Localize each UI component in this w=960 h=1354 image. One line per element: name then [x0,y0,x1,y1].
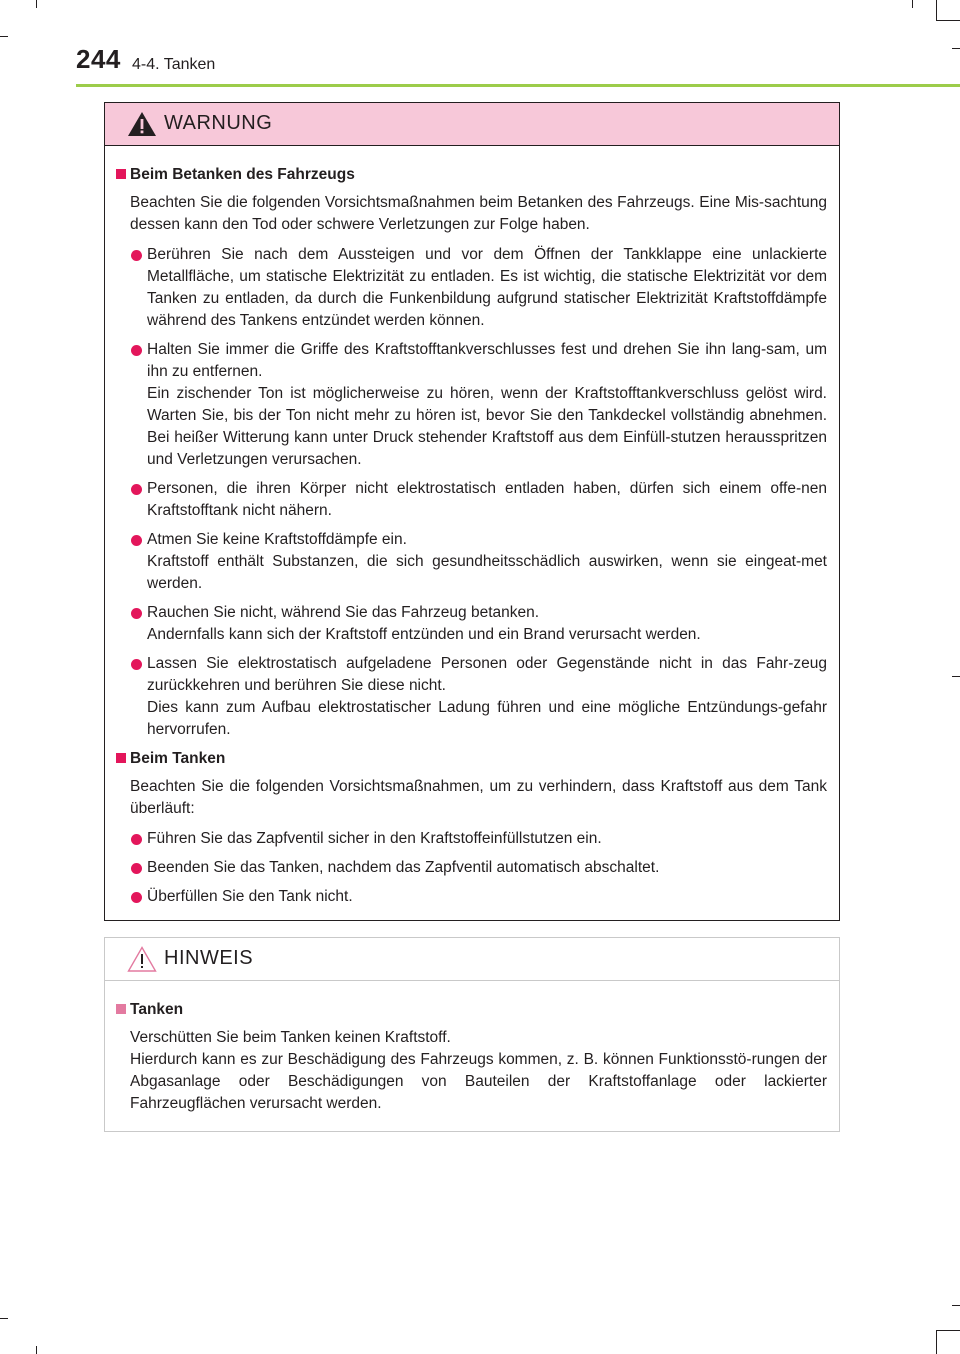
notice-box [104,937,840,1132]
bullet-icon [131,892,142,903]
crop-mark [0,1318,8,1319]
bullet-note: Ein zischender Ton ist möglicherweise zu hören, wenn der Kraftstofftankverschluss gelöst wird. Warten Sie, bis der Ton nicht mehr zu hören ist, bevor Sie den Tankdeckel vollständig abnehmen. Bei heißer Witterung kann unter Druck stehender Kraftstoff aus dem Einfüll-stutzen herausspritzen und Verletzungen verursachen. [147,385,832,468]
list-item [117,244,832,332]
bullet-icon [131,484,142,495]
warning-box [104,102,840,921]
page-number: 244 [76,44,121,74]
crop-mark [936,0,937,20]
list-item [117,478,832,522]
list-item [117,653,832,741]
section-heading: Tanken [117,999,827,1020]
warning-content [105,146,839,908]
crop-mark [912,0,913,8]
warning-triangle-icon [127,111,157,137]
bullet-text: Lassen Sie elektrostatisch aufgeladene Personen oder Gegenstände nicht in das Fahr-zeug zurückkehren und berühren Sie diese nicht. [147,655,832,694]
list-item [117,529,832,595]
notice-line: Verschütten Sie beim Tanken keinen Kraftstoff. [130,1029,451,1046]
bullet-text: Rauchen Sie nicht, während Sie das Fahrzeug betanken. [147,604,540,621]
section-heading: Beim Tanken [117,748,827,769]
crop-mark [952,1305,960,1306]
bullet-icon [131,608,142,619]
bullet-text: Überfüllen Sie den Tank nicht. [147,888,353,905]
crop-mark [36,0,37,8]
list-item [117,886,827,908]
bullet-note: Dies kann zum Aufbau elektrostatischer Ladung führen und eine mögliche Entzündungs-gefahr hervorrufen. [147,699,832,738]
bullet-icon [131,863,142,874]
bullet-icon [131,834,142,845]
crop-mark [952,676,960,677]
section-intro: Beachten Sie die folgenden Vorsichtsmaßnahmen, um zu verhindern, dass Kraftstoff aus dem Tank überläuft: [130,778,827,817]
crop-mark [936,1330,960,1331]
warning-title: WARNUNG [164,112,273,134]
section-title: 4-4. Tanken [132,56,216,73]
bullet-note: Andernfalls kann sich der Kraftstoff entzünden und ein Brand verursacht werden. [147,626,701,643]
bullet-text: Führen Sie das Zapfventil sicher in den Kraftstoffeinfüllstutzen ein. [147,830,602,847]
bullet-icon [131,345,142,356]
bullet-text: Personen, die ihren Körper nicht elektrostatisch entladen haben, dürfen sich einem offe-nen Kraftstofftank nicht nähern. [147,480,832,519]
section-heading: Beim Betanken des Fahrzeugs [117,164,827,185]
bullet-icon [131,659,142,670]
section-intro: Beachten Sie die folgenden Vorsichtsmaßnahmen beim Betanken des Fahrzeugs. Eine Mis-sachtung dessen kann den Tod oder schwere Verletzungen zur Folge haben. [130,194,827,233]
crop-mark [936,1330,937,1354]
bullet-text: Beenden Sie das Tanken, nachdem das Zapfventil automatisch abschaltet. [147,859,660,876]
crop-mark [0,36,8,37]
header-rule [76,84,960,87]
list-item [117,602,827,646]
bullet-text: Atmen Sie keine Kraftstoffdämpfe ein. [147,531,407,548]
notice-header [105,938,839,981]
warning-header [105,103,839,146]
list-item [117,857,827,879]
list-item [117,339,832,471]
page-header [76,40,960,88]
bullet-text: Halten Sie immer die Griffe des Kraftstofftankverschlusses fest und drehen Sie ihn lang-sam, um ihn zu entfernen. [147,341,832,380]
caution-triangle-icon [127,946,157,972]
notice-content [105,981,839,1115]
bullet-text: Berühren Sie nach dem Aussteigen und vor dem Öffnen der Tankklappe eine unlackierte Metallfläche, um statische Elektrizität zu entladen. Es ist wichtig, die statische Elektrizität vor dem Tanken zu entladen, da durch die Funkenbildung aufgrund statischer Elektrizität Kraftstoffdämpfe während des Tankens entzündet werden können. [147,246,832,329]
bullet-icon [131,535,142,546]
notice-title: HINWEIS [164,947,254,969]
list-item [117,828,827,850]
bullet-note: Kraftstoff enthält Substanzen, die sich gesundheitsschädlich auswirken, wenn sie eingeat-met werden. [147,553,832,592]
crop-mark [936,20,960,21]
crop-mark [36,1346,37,1354]
bullet-icon [131,250,142,261]
notice-text [117,1027,832,1115]
notice-body: Hierdurch kann es zur Beschädigung des Fahrzeugs kommen, z. B. können Funktionsstö-rungen der Abgasanlage oder Beschädigungen von Bauteilen der Kraftstoffanlage oder lackierter Fahrzeugflächen verursacht werden. [130,1051,832,1112]
